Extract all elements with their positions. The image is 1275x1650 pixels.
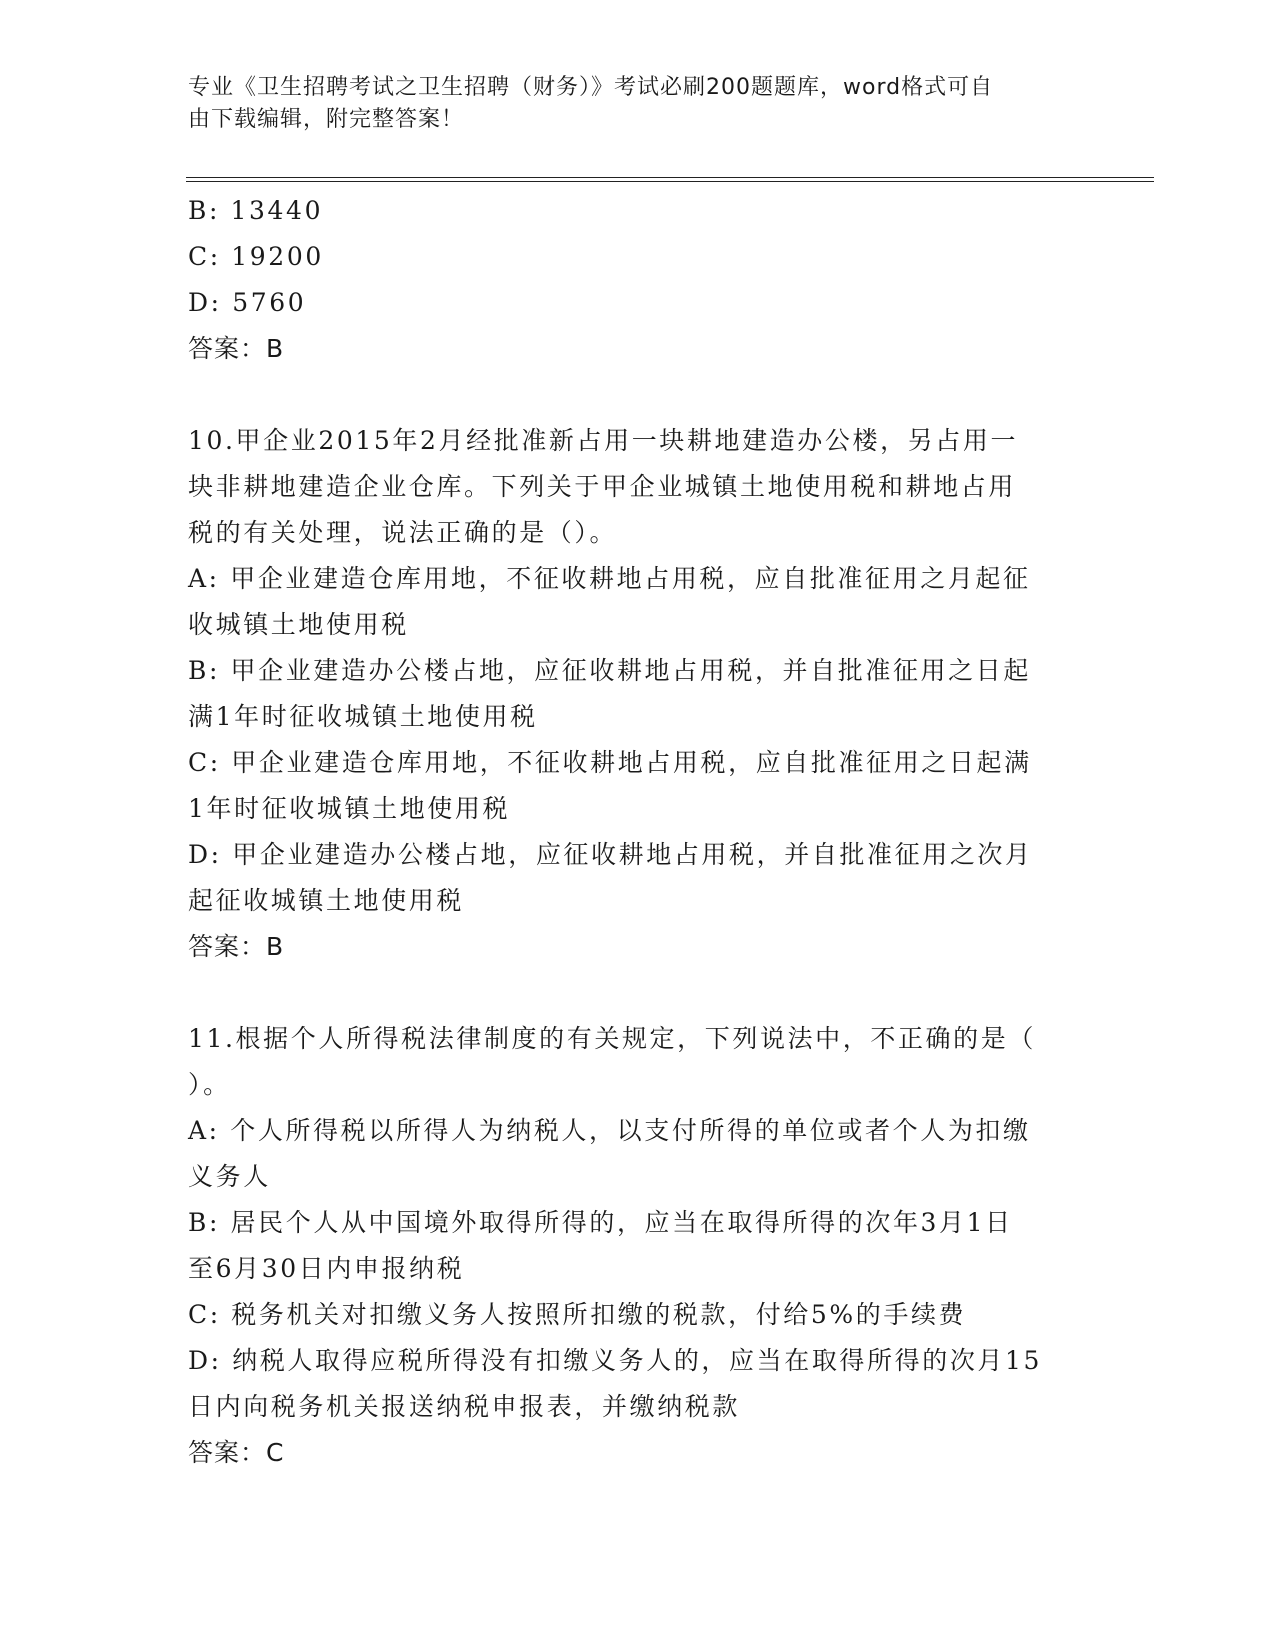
option-a-continued: 收城镇土地使用税 [188,610,409,639]
header-rule-top [186,177,1154,178]
option-d: D: 纳税人取得应税所得没有扣缴义务人的，应当在取得所得的次月15 [188,1346,1043,1375]
header-line-2: 由下载编辑，附完整答案！ [188,107,465,132]
question-stem-line: 10.甲企业2015年2月经批准新占用一块耕地建造办公楼，另占用一 [188,426,1019,455]
question-stem-line: 11.根据个人所得税法律制度的有关规定，下列说法中，不正确的是（ [188,1024,1036,1053]
option-b: B: 居民个人从中国境外取得所得的，应当在取得所得的次年3月1日 [188,1208,1013,1237]
option-c: C: 税务机关对扣缴义务人按照所扣缴的税款，付给5%的手续费 [188,1300,967,1329]
option-a: A: 个人所得税以所得人为纳税人，以支付所得的单位或者个人为扣缴 [188,1116,1031,1145]
option-b-continued: 至6月30日内申报纳税 [188,1254,465,1283]
answer: 答案：C [188,1438,285,1467]
option-c: C: 甲企业建造仓库用地，不征收耕地占用税，应自批准征用之日起满 [188,748,1032,777]
option-d-continued: 起征收城镇土地使用税 [188,886,465,915]
header-rule-bottom [186,181,1154,182]
answer: 答案：B [188,334,285,363]
option-d: D: 5760 [188,288,307,317]
question-9-tail [188,188,1088,372]
header-line-1: 专业《卫生招聘考试之卫生招聘（财务）》考试必刷200题题库，word格式可自 [188,75,994,100]
option-d: D: 甲企业建造办公楼占地，应征收耕地占用税，并自批准征用之次月 [188,840,1033,869]
question-11 [188,1016,1088,1476]
spacer [188,970,1088,1016]
spacer [188,372,1088,418]
question-stem-line: 税的有关处理，说法正确的是（）。 [188,518,618,547]
page-header [188,72,1068,136]
question-stem-line: 块非耕地建造企业仓库。下列关于甲企业城镇土地使用税和耕地占用 [188,472,1017,501]
option-a-continued: 义务人 [188,1162,271,1191]
answer: 答案：B [188,932,285,961]
option-d-continued: 日内向税务机关报送纳税申报表，并缴纳税款 [188,1392,741,1421]
option-b: B: 13440 [188,196,324,225]
document-body [188,188,1088,1476]
option-c-continued: 1年时征收城镇土地使用税 [188,794,511,823]
option-b: B: 甲企业建造办公楼占地，应征收耕地占用税，并自批准征用之日起 [188,656,1031,685]
question-stem-line: ）。 [188,1070,231,1099]
option-a: A: 甲企业建造仓库用地，不征收耕地占用税，应自批准征用之月起征 [188,564,1031,593]
question-10 [188,418,1088,970]
option-c: C: 19200 [188,242,324,271]
option-b-continued: 满1年时征收城镇土地使用税 [188,702,538,731]
